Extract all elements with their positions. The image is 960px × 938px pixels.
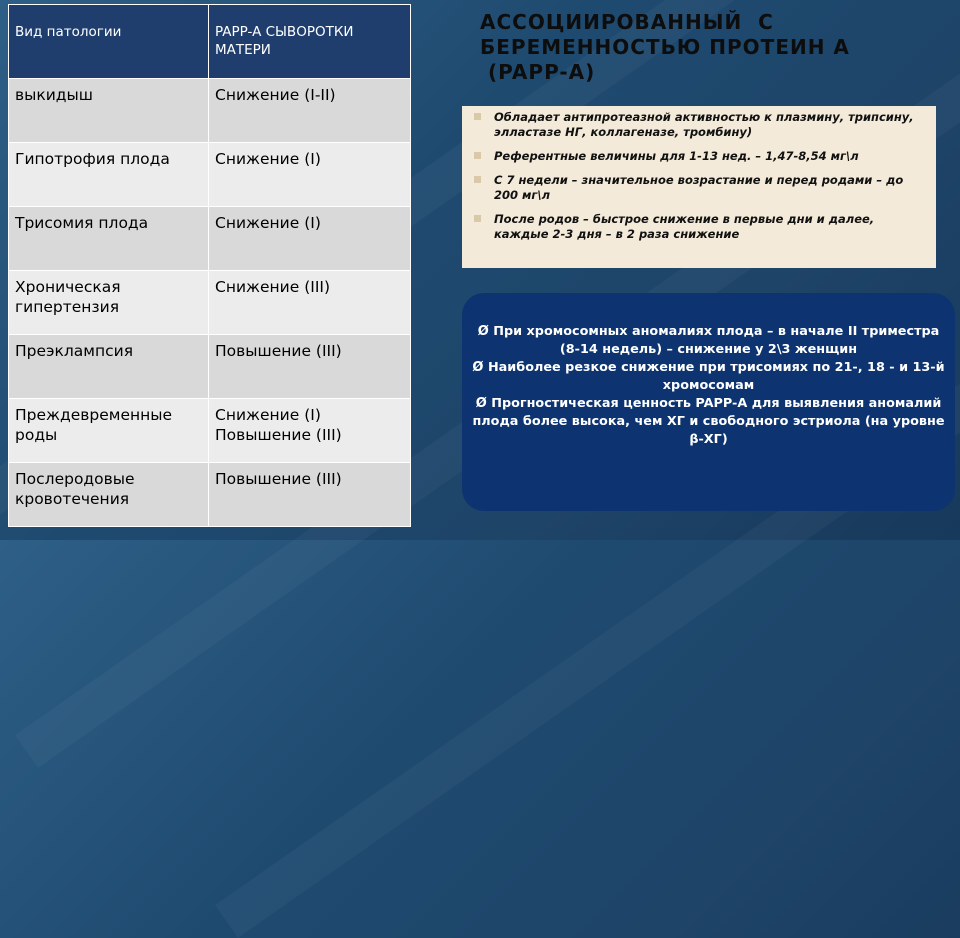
table-row (9, 271, 411, 335)
highlight-item (472, 323, 945, 359)
table-cell: Снижение (I) (209, 143, 411, 207)
table-cell: Снижение (I-II) (209, 79, 411, 143)
title-line: БЕРЕМЕННОСТЬЮ ПРОТЕИН А (480, 35, 850, 59)
table-row (9, 399, 411, 463)
bullet-list (472, 110, 928, 242)
highlight-item (472, 395, 945, 449)
table-cell: Трисомия плода (9, 207, 209, 271)
title-line: (PAPP-A) (480, 60, 596, 84)
table-header-cell: PAPP-A СЫВОРОТКИ МАТЕРИ (209, 5, 411, 79)
table-row (9, 143, 411, 207)
highlight-text: Наиболее резкое снижение при трисомиях по 21-, 18 - и 13-й хромосомам (487, 360, 945, 393)
table-cell: Преэклампсия (9, 335, 209, 399)
bullet-item (472, 149, 928, 164)
table-cell: Повышение (III) (209, 335, 411, 399)
bullet-text: Референтные величины для 1-13 нед. – 1,47-8,54 мг\л (494, 149, 859, 163)
bullet-item (472, 173, 928, 203)
table-cell: Снижение (I) Повышение (III) (209, 399, 411, 463)
bullet-text: Обладает антипротеазной активностью к плазмину, трипсину, эллaстазе НГ, коллагеназе, тромбину) (494, 110, 914, 139)
table-cell: Повышение (III) (209, 463, 411, 527)
table-row (9, 207, 411, 271)
table-row (9, 463, 411, 527)
bullet-text: После родов – быстрое снижение в первые дни и далее, каждые 2-3 дня – в 2 раза снижение (494, 212, 875, 241)
table-row (9, 79, 411, 143)
table-cell: выкидыш (9, 79, 209, 143)
table-header-row (9, 5, 411, 79)
table-cell: Снижение (III) (209, 271, 411, 335)
title-line: АССОЦИИРОВАННЫЙ С (480, 10, 774, 34)
table-cell: Послеродовые кровотечения (9, 463, 209, 527)
highlight-text: Прогностическая ценность PAPP-A для выявления аномалий плода более высока, чем ХГ и свободного эстриола (на уровне β-ХГ) (472, 396, 945, 447)
arrow-bullet-icon: Ø (477, 324, 489, 339)
bullet-item (472, 110, 928, 140)
table-header-cell: Вид патологии (9, 5, 209, 79)
highlight-text: При хромосомных аномалиях плода – в начале II триместра (8-14 недель) – снижение у 2\3 женщин (493, 324, 940, 357)
bullet-icon (474, 176, 481, 183)
table-cell: Преждевременные роды (9, 399, 209, 463)
bullet-icon (474, 152, 481, 159)
arrow-bullet-icon: Ø (472, 360, 484, 375)
table-cell: Гипотрофия плода (9, 143, 209, 207)
arrow-bullet-icon: Ø (475, 396, 487, 411)
slide-title (480, 10, 940, 85)
table-row (9, 335, 411, 399)
properties-bullet-box (462, 106, 936, 268)
pathology-table (8, 4, 411, 527)
highlight-item (472, 359, 945, 395)
table-cell: Хроническая гипертензия (9, 271, 209, 335)
table-cell: Снижение (I) (209, 207, 411, 271)
chromosomal-anomalies-box (462, 293, 955, 511)
bullet-item (472, 212, 928, 242)
bullet-text: С 7 недели – значительное возрастание и перед родами – до 200 мг\л (494, 173, 904, 202)
bullet-icon (474, 113, 481, 120)
bullet-icon (474, 215, 481, 222)
